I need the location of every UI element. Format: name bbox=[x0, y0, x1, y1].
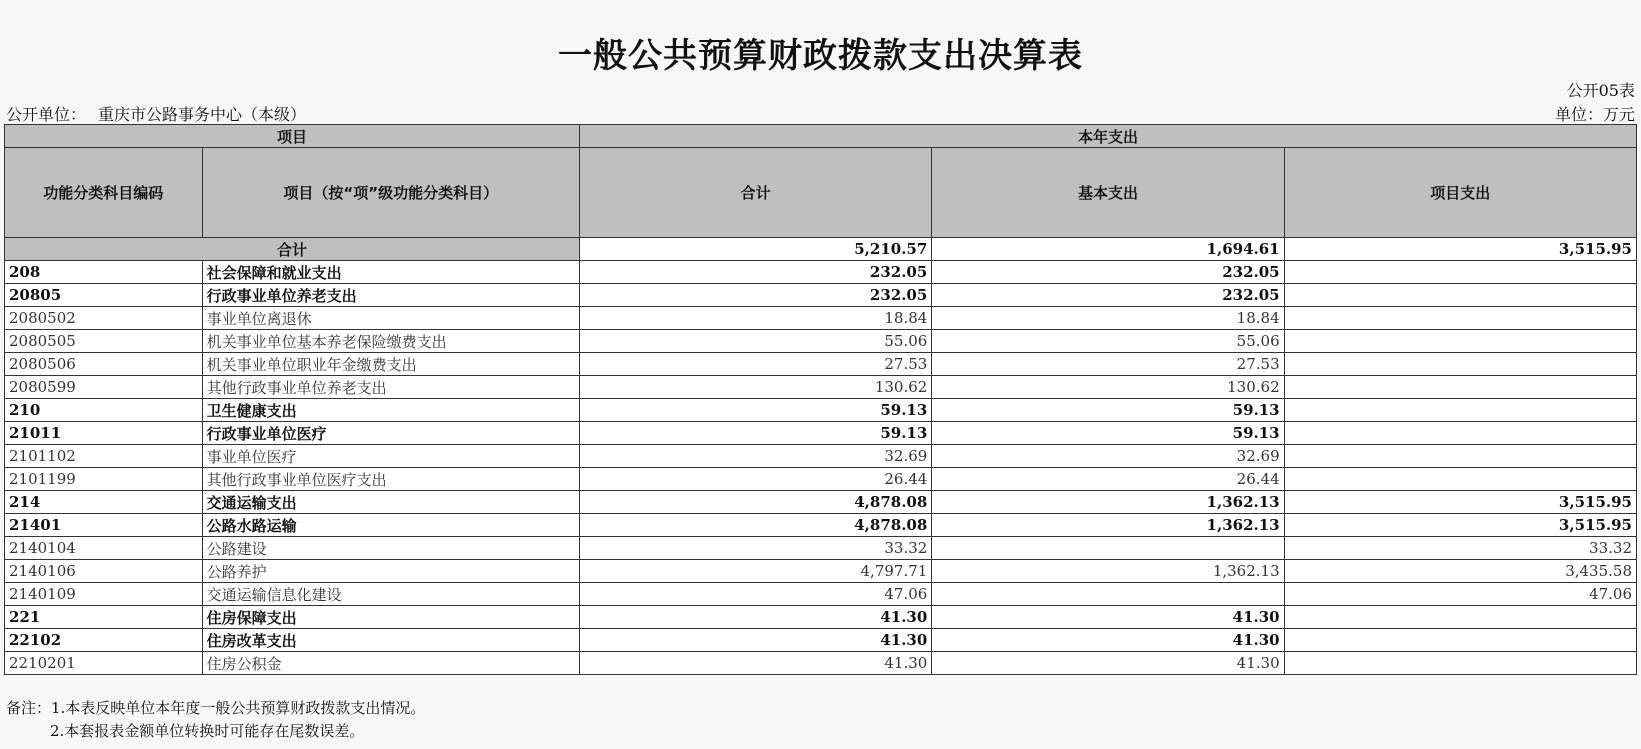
row-basic: 55.06 bbox=[932, 330, 1284, 353]
header-basic: 基本支出 bbox=[932, 148, 1284, 238]
expenditure-table bbox=[4, 124, 1637, 675]
table-row bbox=[5, 491, 1637, 514]
reporting-unit bbox=[6, 102, 306, 125]
table-row bbox=[5, 514, 1637, 537]
row-code: 221 bbox=[5, 606, 203, 629]
row-project bbox=[1284, 652, 1636, 675]
row-name: 交通运输支出 bbox=[202, 491, 579, 514]
row-project bbox=[1284, 422, 1636, 445]
table-row bbox=[5, 606, 1637, 629]
row-project bbox=[1284, 445, 1636, 468]
row-code: 20805 bbox=[5, 284, 203, 307]
unit-label: 公开单位： bbox=[6, 105, 87, 124]
table-row bbox=[5, 537, 1637, 560]
table-row bbox=[5, 629, 1637, 652]
row-code: 21401 bbox=[5, 514, 203, 537]
row-code: 210 bbox=[5, 399, 203, 422]
row-basic: 41.30 bbox=[932, 652, 1284, 675]
row-basic: 26.44 bbox=[932, 468, 1284, 491]
row-code: 2210201 bbox=[5, 652, 203, 675]
row-total: 47.06 bbox=[580, 583, 932, 606]
row-project bbox=[1284, 307, 1636, 330]
total-amount: 5,210.57 bbox=[580, 238, 932, 261]
row-basic: 59.13 bbox=[932, 422, 1284, 445]
row-total: 18.84 bbox=[580, 307, 932, 330]
table-row bbox=[5, 261, 1637, 284]
row-basic: 130.62 bbox=[932, 376, 1284, 399]
table-row bbox=[5, 652, 1637, 675]
row-name: 公路水路运输 bbox=[202, 514, 579, 537]
row-basic bbox=[932, 537, 1284, 560]
row-code: 208 bbox=[5, 261, 203, 284]
row-project bbox=[1284, 330, 1636, 353]
row-code: 2080599 bbox=[5, 376, 203, 399]
row-code: 21011 bbox=[5, 422, 203, 445]
row-code: 2140106 bbox=[5, 560, 203, 583]
row-name: 住房保障支出 bbox=[202, 606, 579, 629]
total-row bbox=[5, 238, 1637, 261]
header-name: 项目（按“项”级功能分类科目） bbox=[202, 148, 579, 238]
total-label: 合计 bbox=[5, 238, 580, 261]
row-project bbox=[1284, 468, 1636, 491]
row-project bbox=[1284, 284, 1636, 307]
row-name: 社会保障和就业支出 bbox=[202, 261, 579, 284]
row-total: 130.62 bbox=[580, 376, 932, 399]
table-row bbox=[5, 560, 1637, 583]
row-total: 41.30 bbox=[580, 606, 932, 629]
row-name: 交通运输信息化建设 bbox=[202, 583, 579, 606]
row-total: 59.13 bbox=[580, 399, 932, 422]
row-basic: 41.30 bbox=[932, 629, 1284, 652]
row-project: 3,435.58 bbox=[1284, 560, 1636, 583]
row-name: 其他行政事业单位养老支出 bbox=[202, 376, 579, 399]
row-total: 41.30 bbox=[580, 652, 932, 675]
notes bbox=[6, 697, 425, 743]
row-name: 事业单位医疗 bbox=[202, 445, 579, 468]
header-project-expense: 项目支出 bbox=[1284, 148, 1636, 238]
total-project: 3,515.95 bbox=[1284, 238, 1636, 261]
row-name: 其他行政事业单位医疗支出 bbox=[202, 468, 579, 491]
table-row bbox=[5, 422, 1637, 445]
row-name: 事业单位离退休 bbox=[202, 307, 579, 330]
row-code: 2101199 bbox=[5, 468, 203, 491]
row-name: 卫生健康支出 bbox=[202, 399, 579, 422]
row-basic: 27.53 bbox=[932, 353, 1284, 376]
row-code: 2140104 bbox=[5, 537, 203, 560]
row-total: 4,797.71 bbox=[580, 560, 932, 583]
row-total: 232.05 bbox=[580, 284, 932, 307]
row-total: 4,878.08 bbox=[580, 491, 932, 514]
table-row bbox=[5, 307, 1637, 330]
row-basic: 232.05 bbox=[932, 284, 1284, 307]
row-total: 55.06 bbox=[580, 330, 932, 353]
row-basic: 18.84 bbox=[932, 307, 1284, 330]
header-year-expense: 本年支出 bbox=[580, 125, 1637, 148]
note-2: 2.本套报表金额单位转换时可能存在尾数误差。 bbox=[50, 722, 365, 740]
row-code: 2080506 bbox=[5, 353, 203, 376]
table-row bbox=[5, 353, 1637, 376]
row-project bbox=[1284, 629, 1636, 652]
row-code: 22102 bbox=[5, 629, 203, 652]
row-code: 2101102 bbox=[5, 445, 203, 468]
row-total: 59.13 bbox=[580, 422, 932, 445]
row-name: 住房公积金 bbox=[202, 652, 579, 675]
table-row bbox=[5, 330, 1637, 353]
row-basic: 32.69 bbox=[932, 445, 1284, 468]
row-total: 26.44 bbox=[580, 468, 932, 491]
table-row bbox=[5, 399, 1637, 422]
header-total: 合计 bbox=[580, 148, 932, 238]
row-total: 32.69 bbox=[580, 445, 932, 468]
row-project: 33.32 bbox=[1284, 537, 1636, 560]
row-total: 41.30 bbox=[580, 629, 932, 652]
header-project: 项目 bbox=[5, 125, 580, 148]
table-row bbox=[5, 468, 1637, 491]
row-code: 214 bbox=[5, 491, 203, 514]
note-1: 备注：1.本表反映单位本年度一般公共预算财政拨款支出情况。 bbox=[6, 699, 426, 717]
row-name: 公路建设 bbox=[202, 537, 579, 560]
row-basic: 1,362.13 bbox=[932, 560, 1284, 583]
row-basic: 59.13 bbox=[932, 399, 1284, 422]
row-basic: 1,362.13 bbox=[932, 491, 1284, 514]
row-project bbox=[1284, 606, 1636, 629]
currency-unit: 单位：万元 bbox=[1554, 105, 1635, 124]
row-project: 3,515.95 bbox=[1284, 514, 1636, 537]
row-total: 4,878.08 bbox=[580, 514, 932, 537]
row-basic: 232.05 bbox=[932, 261, 1284, 284]
table-row bbox=[5, 583, 1637, 606]
row-project bbox=[1284, 399, 1636, 422]
page-title: 一般公共预算财政拨款支出决算表 bbox=[558, 36, 1083, 76]
row-total: 232.05 bbox=[580, 261, 932, 284]
row-project bbox=[1284, 353, 1636, 376]
row-code: 2080502 bbox=[5, 307, 203, 330]
row-name: 行政事业单位养老支出 bbox=[202, 284, 579, 307]
table-row bbox=[5, 376, 1637, 399]
row-code: 2080505 bbox=[5, 330, 203, 353]
row-project bbox=[1284, 376, 1636, 399]
row-project bbox=[1284, 261, 1636, 284]
row-total: 33.32 bbox=[580, 537, 932, 560]
table-row bbox=[5, 445, 1637, 468]
row-basic: 1,362.13 bbox=[932, 514, 1284, 537]
row-project: 3,515.95 bbox=[1284, 491, 1636, 514]
row-total: 27.53 bbox=[580, 353, 932, 376]
row-basic: 41.30 bbox=[932, 606, 1284, 629]
row-code: 2140109 bbox=[5, 583, 203, 606]
header-code: 功能分类科目编码 bbox=[5, 148, 203, 238]
row-name: 机关事业单位职业年金缴费支出 bbox=[202, 353, 579, 376]
row-name: 住房改革支出 bbox=[202, 629, 579, 652]
unit-name: 重庆市公路事务中心（本级） bbox=[98, 105, 307, 124]
row-name: 公路养护 bbox=[202, 560, 579, 583]
row-project: 47.06 bbox=[1284, 583, 1636, 606]
row-basic bbox=[932, 583, 1284, 606]
row-name: 行政事业单位医疗 bbox=[202, 422, 579, 445]
table-row bbox=[5, 284, 1637, 307]
form-number: 公开05表 bbox=[1566, 81, 1635, 100]
row-name: 机关事业单位基本养老保险缴费支出 bbox=[202, 330, 579, 353]
total-basic: 1,694.61 bbox=[932, 238, 1284, 261]
